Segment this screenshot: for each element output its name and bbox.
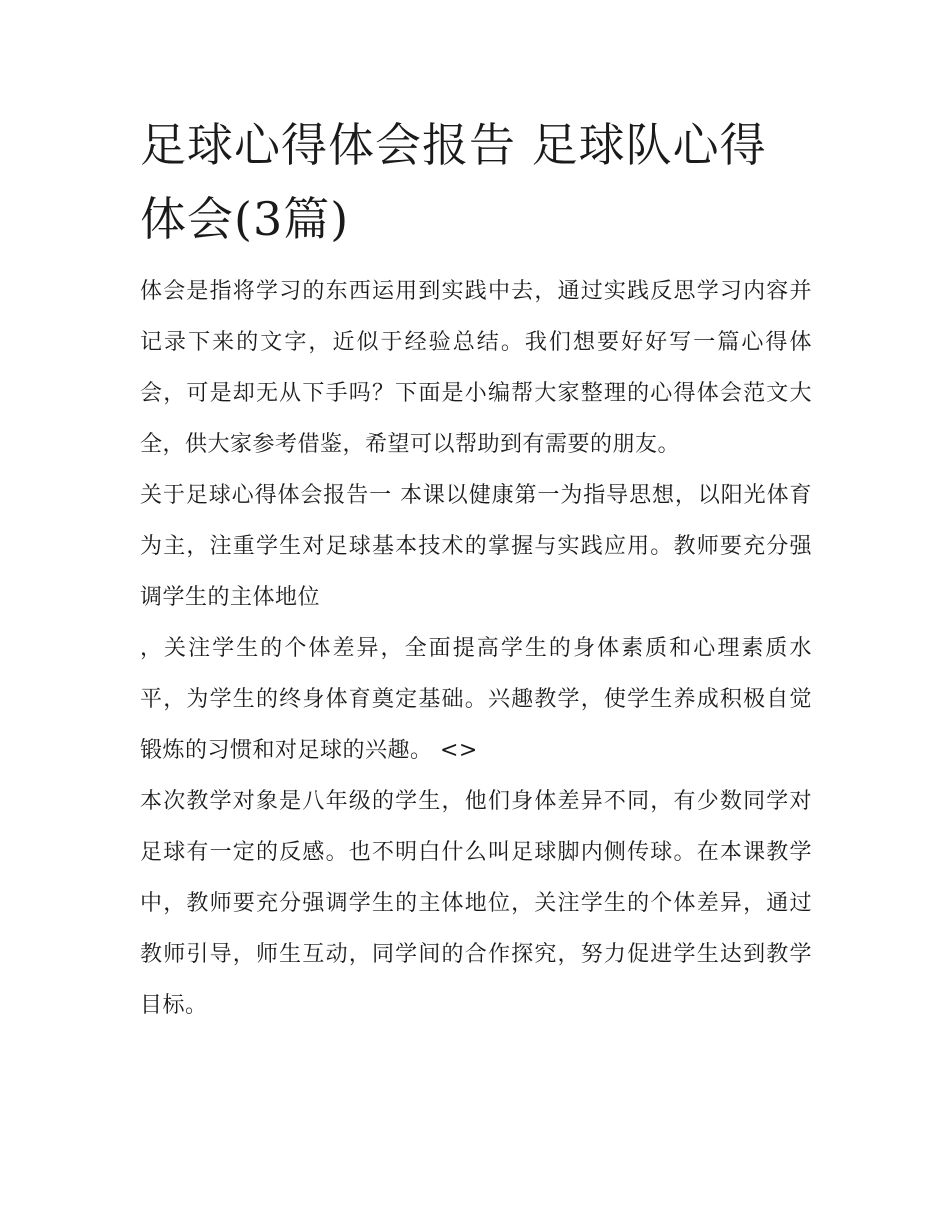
document-body <box>140 108 812 1031</box>
document-title: 足球心得体会报告 足球队心得体会(3篇) <box>140 118 767 246</box>
student-development-paragraph: ，关注学生的个体差异，全面提高学生的身体素质和心理素质水平，为学生的终身体育奠定基础。兴趣教学，使学生养成积极自觉锻炼的习惯和对足球的兴趣。 <> <box>140 636 812 763</box>
report-one-paragraph: 关于足球心得体会报告一 本课以健康第一为指导思想，以阳光体育为主，注重学生对足球基本技术的掌握与实践应用。教师要充分强调学生的主体地位 <box>140 483 812 610</box>
intro-paragraph: 体会是指将学习的东西运用到实践中去，通过实践反思学习内容并记录下来的文字，近似于经验总结。我们想要好好写一篇心得体会，可是却无从下手吗？下面是小编帮大家整理的心得体会范文大全，供大家参考借鉴，希望可以帮助到有需要的朋友。 <box>140 279 812 457</box>
teaching-target-paragraph: 本次教学对象是八年级的学生，他们身体差异不同，有少数同学对足球有一定的反感。也不明白什么叫足球脚内侧传球。在本课教学中，教师要充分强调学生的主体地位，关注学生的个体差异，通过教师引导，师生互动，同学间的合作探究，努力促进学生达到教学目标。 <box>140 789 812 1018</box>
